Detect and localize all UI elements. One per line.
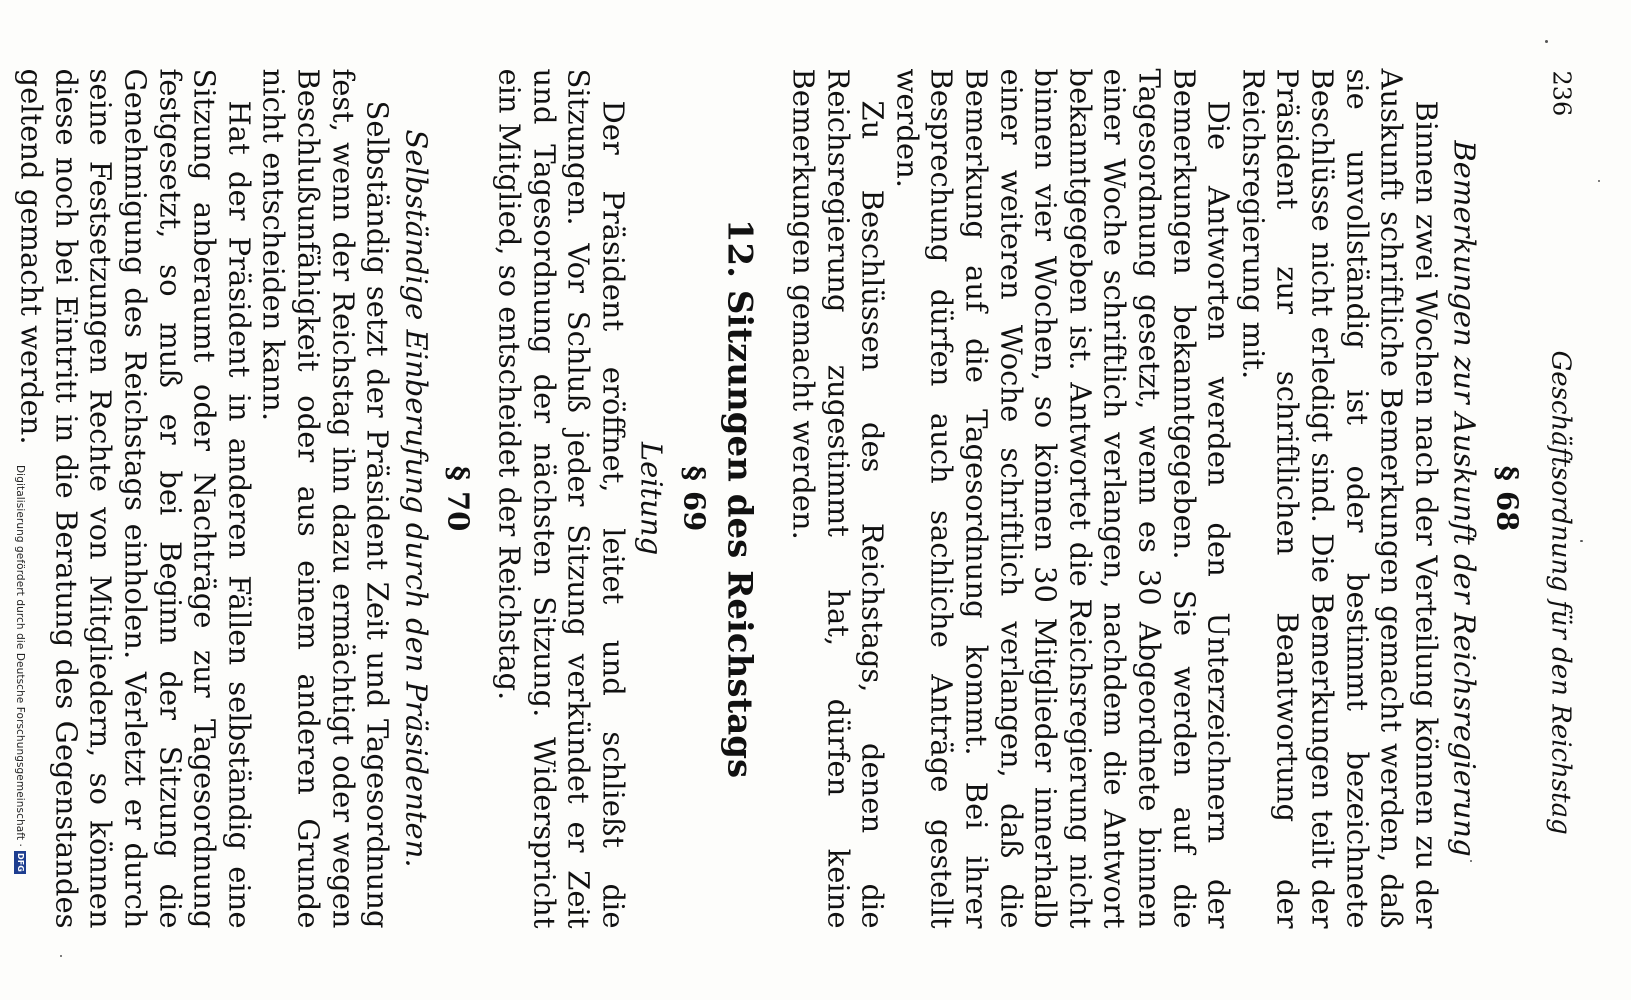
scan-speckle (1470, 860, 1472, 862)
dfg-logo-icon: DFG (16, 852, 25, 872)
section-caption-70: Selbständige Einberufung durch den Präsidenten. (399, 129, 434, 868)
paragraph: Selbständig setzt der Präsident Zeit und Tagesordnung fest, wenn der Reichstag ihn dazu ermächtigt oder wegen Beschlußunfähigkeit oder aus einem anderen Grunde nicht entscheiden kann. (256, 68, 395, 929)
section-mark-68: § 68 (1490, 465, 1525, 532)
paragraph: Zu Beschlüssen des Reichstags, denen die Reichsregierung zugestimmt hat, dürfen keine Bemerkungen gemacht werden. (786, 68, 890, 929)
section-mark-69: § 69 (677, 465, 712, 532)
scan-speckle (60, 955, 62, 957)
scan-speckle (1598, 180, 1600, 182)
section-mark-70: § 70 (441, 465, 476, 532)
page-header (1536, 31, 1576, 971)
section-caption-68: Bemerkungen zur Auskunft der Reichsregierung (1447, 140, 1482, 857)
scan-speckle (1580, 540, 1583, 542)
text-column (14, 69, 1530, 929)
credit-text: Digitalisierung gefördert durch die Deutsche Forschungsgemeinschaft · (14, 465, 26, 847)
digitization-credit (13, 465, 27, 1000)
scan-speckle (1545, 40, 1548, 43)
paragraph: Hat der Präsident in anderen Fällen selbständig eine Sitzung anberaumt oder Nachträge zur Tagesordnung festgesetzt, so muß er bei Beginn der Sitzung die Genehmigung des Reichstags einholen. Verletzt er durch seine Festsetzungen Rechte von Mitgliedern, so können diese noch bei Eintritt in die Beratung des Gegenstandes geltend gemacht werden. (14, 68, 257, 929)
document-sheet (0, 1, 1631, 1000)
spacer (482, 69, 492, 929)
chapter-heading: 12. Sitzungen des Reichstags (719, 218, 760, 779)
page-number: 236 (1547, 70, 1576, 117)
section-caption-69: Leitung (634, 441, 669, 556)
rotated-page-content (0, 1, 1631, 1000)
running-title: Geschäftsordnung für den Reichstag (1545, 350, 1576, 835)
paragraph: Die Antworten werden den Unterzeichnern der Bemerkungen bekanntgegeben. Sie werden auf die Tagesordnung gesetzt, wenn es 30 Abgeordnete binnen einer Woche schriftlich verlangen, nachdem die Antwort bekanntgegeben ist. Antwortet die Reichsregierung nicht binnen vier Wochen, so können 30 Mitglieder innerhalb einer weiteren Woche schriftlich verlangen, daß die Bemerkung auf die Tagesordnung kommt. Bei ihrer Besprechung dürfen auch sachliche Anträge gestellt werden. (890, 68, 1236, 929)
paragraph: Binnen zwei Wochen nach der Verteilung können zu der Auskunft schriftliche Bemerkungen gemacht werden, daß sie unvollständig ist oder bestimmt bezeichnete Beschlüsse nicht erledigt sind. Die Bemerkungen teilt der Präsident zur schriftlichen Beantwortung der Reichsregierung mit. (1236, 68, 1444, 929)
paragraph: Der Präsident eröffnet, leitet und schließt die Sitzungen. Vor Schluß jeder Sitzung verkündet er Zeit und Tagesordnung der nächsten Sitzung. Widerspricht ein Mitglied, so entscheidet der Reichstag. (492, 68, 631, 929)
